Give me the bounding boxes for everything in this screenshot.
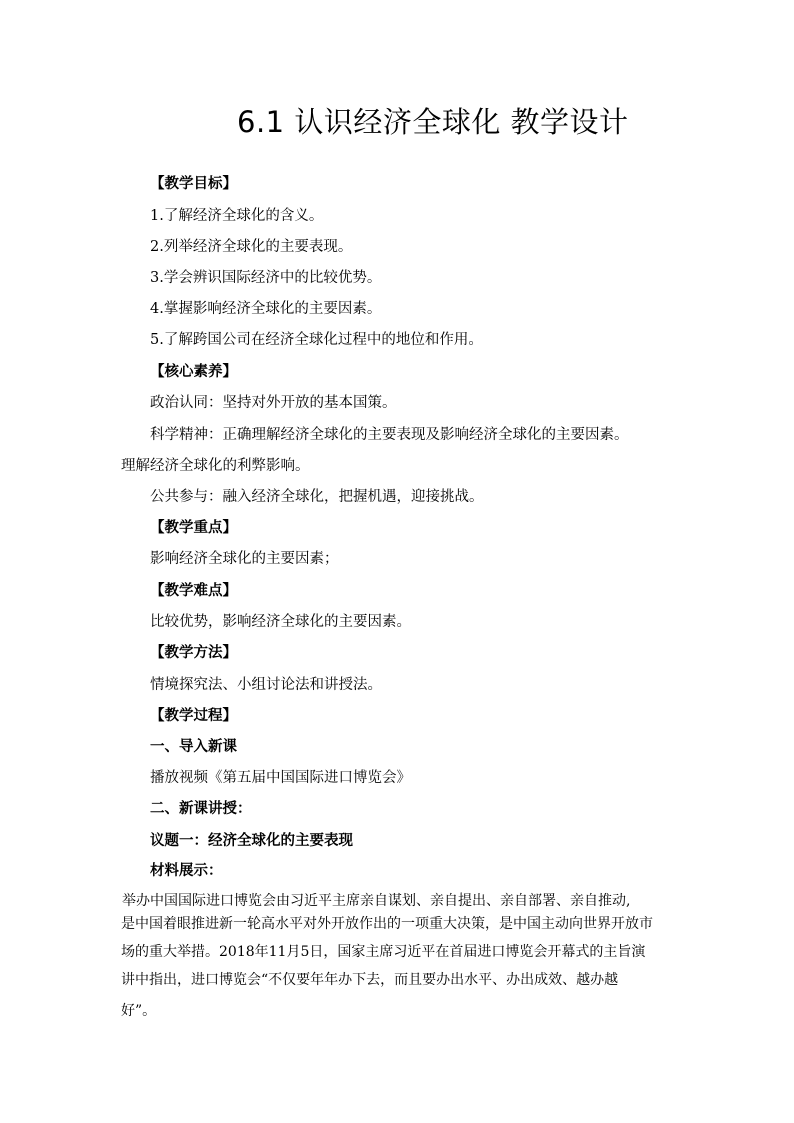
intro-text: 播放视频《第五届中国国际进口博览会》 [150, 770, 411, 786]
goal-item-2: 2.列举经济全球化的主要表现。 [150, 239, 353, 255]
method-heading: 【教学方法】 [150, 644, 237, 661]
material-line-3: 场的重大举措。2018年11月5日，国家主席习近平在首届进口博览会开幕式的主旨演 [121, 944, 646, 960]
literacy-heading: 【核心素养】 [150, 363, 237, 380]
material-line-5: 好”。 [121, 1003, 157, 1019]
material-label: 材料展示： [150, 862, 223, 879]
lecture-heading: 二、新课讲授： [150, 800, 252, 817]
literacy-item-2: 科学精神：正确理解经济全球化的主要表现及影响经济全球化的主要因素。 [150, 427, 629, 443]
literacy-item-3: 公共参与：融入经济全球化，把握机遇，迎接挑战。 [150, 489, 484, 505]
goal-item-1: 1.了解经济全球化的含义。 [150, 208, 324, 224]
difficulty-text: 比较优势，影响经济全球化的主要因素。 [150, 614, 411, 630]
difficulty-heading: 【教学难点】 [150, 582, 237, 599]
intro-heading: 一、导入新课 [150, 738, 237, 755]
key-text: 影响经济全球化的主要因素； [150, 551, 339, 567]
goal-item-3: 3.学会辨识国际经济中的比较优势。 [150, 270, 382, 286]
material-line-4: 讲中指出，进口博览会“不仅要年年办下去，而且要办出水平、办出成效、越办越 [121, 972, 619, 988]
material-line-1: 举办中国国际进口博览会由习近平主席亲自谋划、亲自提出、亲自部署、亲自推动, [122, 893, 631, 909]
literacy-item-2-continued: 理解经济全球化的利弊影响。 [121, 458, 310, 474]
goal-item-5: 5.了解跨国公司在经济全球化过程中的地位和作用。 [150, 332, 483, 348]
process-heading: 【教学过程】 [150, 707, 237, 724]
document-title: 6.1 认识经济全球化 教学设计 [237, 105, 629, 139]
goal-item-4: 4.掌握影响经济全球化的主要因素。 [150, 301, 382, 317]
topic-one-heading: 议题一：经济全球化的主要表现 [150, 832, 353, 849]
goals-heading: 【教学目标】 [150, 175, 237, 192]
key-heading: 【教学重点】 [150, 519, 237, 536]
method-text: 情境探究法、小组讨论法和讲授法。 [150, 677, 382, 693]
material-line-2: 是中国着眼推进新一轮高水平对外开放作出的一项重大决策，是中国主动向世界开放市 [121, 916, 653, 932]
literacy-item-1: 政治认同：坚持对外开放的基本国策。 [150, 395, 397, 411]
